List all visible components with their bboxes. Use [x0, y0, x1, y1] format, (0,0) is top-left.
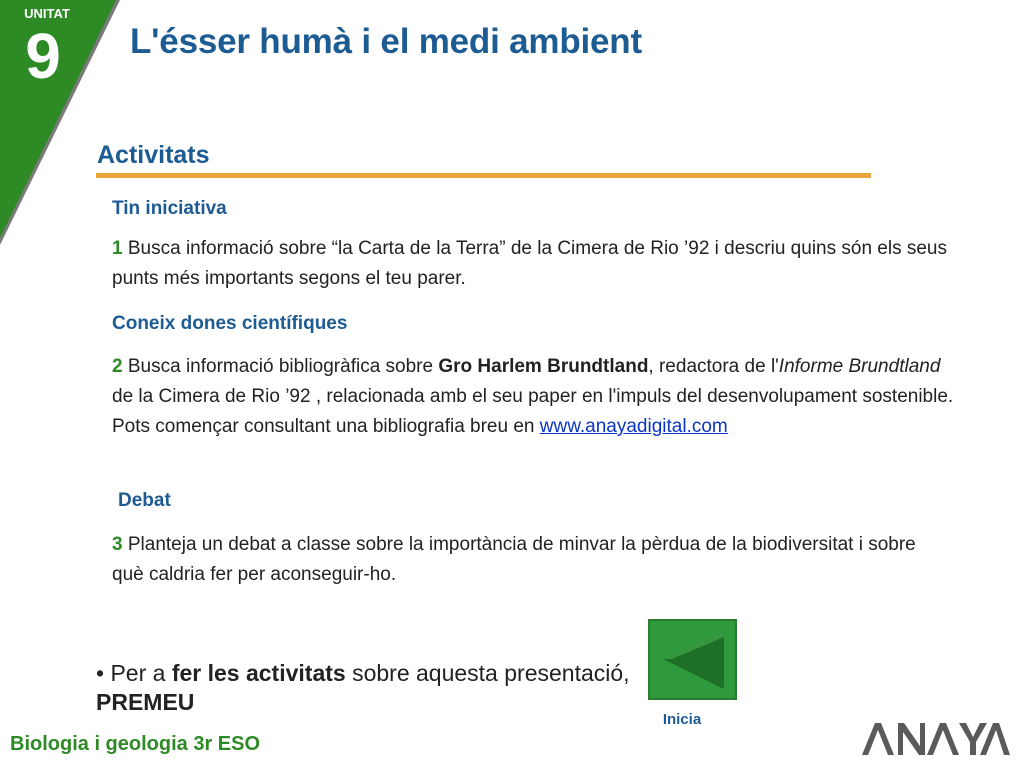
activity-3-heading: Debat — [118, 490, 171, 511]
instruction-bold: fer les activitats — [171, 660, 346, 686]
section-title: Activitats — [97, 141, 210, 169]
page-title: L'ésser humà i el medi ambient — [130, 22, 642, 61]
activity-2-person: Gro Harlem Brundtland — [438, 356, 649, 377]
start-activities-button[interactable] — [648, 619, 737, 700]
activity-2-body-b: , redactora de l' — [648, 356, 779, 377]
unit-number: 9 — [25, 20, 61, 92]
activity-2-heading: Coneix dones científiques — [112, 313, 348, 334]
activity-1-number: 1 — [112, 238, 123, 259]
activity-2-body-a: Busca informació bibliogràfica sobre — [122, 356, 439, 377]
unit-label: UNITAT — [24, 6, 70, 21]
anaya-logo — [862, 718, 1010, 758]
activity-2-text — [112, 352, 962, 442]
activity-2-report: Informe Brundtland — [778, 356, 941, 377]
anayadigital-link[interactable]: www.anayadigital.com — [539, 416, 728, 437]
activity-1-body: Busca informació sobre “la Carta de la Terra” de la Cimera de Rio ’92 i descriu quins són els seus punts més importants segons el teu parer. — [112, 238, 947, 289]
activity-3-body: Planteja un debat a classe sobre la importància de minvar la pèrdua de la biodiversitat i sobre què caldria fer per aconseguir-ho. — [112, 534, 916, 585]
instruction-action: PREMEU — [96, 689, 195, 715]
unit-badge — [0, 0, 125, 250]
activity-2-number: 2 — [112, 356, 123, 377]
activity-3-number: 3 — [112, 534, 123, 555]
activity-3-text — [112, 530, 952, 590]
play-back-icon — [650, 621, 735, 698]
start-button-caption: Inicia — [662, 711, 702, 728]
section-divider — [96, 173, 871, 178]
course-label: Biologia i geologia 3r ESO — [10, 733, 261, 755]
activities-instruction — [96, 659, 736, 717]
instruction-prefix: • Per a — [96, 660, 172, 686]
activity-2-body-c: de la Cimera de Rio ’92 , relacionada amb el seu paper en l'impuls del desenvolupament sostenible. Pots començar consultant una bibliografia breu en — [112, 386, 954, 437]
instruction-suffix: sobre aquesta presentació, — [345, 660, 630, 686]
activity-1-heading: Tin iniciativa — [112, 198, 227, 219]
activity-1-text — [112, 234, 952, 294]
